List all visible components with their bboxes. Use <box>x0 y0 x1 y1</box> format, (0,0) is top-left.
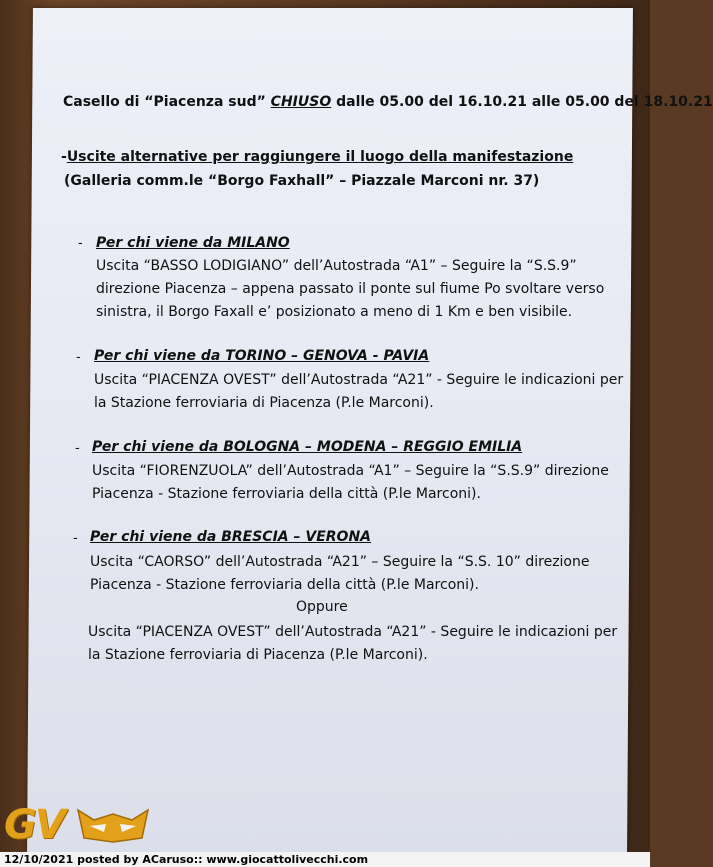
section-line: la Stazione ferroviaria di Piacenza (P.le Marconi). <box>88 647 428 663</box>
mask-icon <box>76 808 150 844</box>
section-line: la Stazione ferroviaria di Piacenza (P.le Marconi). <box>94 395 434 411</box>
subtitle <box>61 147 573 167</box>
bullet-dash: - <box>78 236 83 251</box>
site-logo <box>4 800 154 848</box>
venue-line: (Galleria comm.le “Borgo Faxhall” – Piazzale Marconi nr. 37) <box>64 173 540 189</box>
section-heading: Per chi viene da BRESCIA – VERONA <box>90 529 371 545</box>
section-heading: Per chi viene da MILANO <box>96 235 290 251</box>
section-line: Piacenza - Stazione ferroviaria della città (P.le Marconi). <box>92 486 481 502</box>
bullet-dash: - <box>76 350 81 365</box>
oppure-label: Oppure <box>296 599 348 615</box>
subtitle-text: Uscite alternative per raggiungere il luogo della manifestazione <box>66 149 574 165</box>
subtitle-dash: - <box>61 149 67 165</box>
section-heading: Per chi viene da BOLOGNA – MODENA – REGGIO EMILIA <box>92 439 523 455</box>
closed-word: CHIUSO <box>270 94 332 110</box>
section-line: direzione Piacenza – appena passato il ponte sul fiume Po svoltare verso <box>96 281 605 297</box>
logo-text: GV <box>4 802 64 848</box>
section-line: Uscita “CAORSO” dell’Autostrada “A21” – Seguire la “S.S. 10” direzione <box>90 554 590 570</box>
notice-title <box>63 92 713 112</box>
section-line: sinistra, il Borgo Faxall e’ posizionato a meno di 1 Km e ben visibile. <box>96 304 573 320</box>
title-part: Casello di “Piacenza sud” <box>63 94 271 110</box>
post-caption: 12/10/2021 posted by ACaruso:: www.giocattolivecchi.com <box>0 852 650 867</box>
section-line: Uscita “BASSO LODIGIANO” dell’Autostrada “A1” – Seguire la “S.S.9” <box>96 258 577 274</box>
section-line: Piacenza - Stazione ferroviaria della città (P.le Marconi). <box>90 577 479 593</box>
section-line: Uscita “PIACENZA OVEST” dell’Autostrada “A21” - Seguire le indicazioni per <box>94 372 624 388</box>
bullet-dash: - <box>73 531 78 546</box>
title-dates: dalle 05.00 del 16.10.21 alle 05.00 del 18.10.21 <box>331 94 713 110</box>
section-heading: Per chi viene da TORINO – GENOVA - PAVIA <box>94 348 430 364</box>
section-line: Uscita “FIORENZUOLA” dell’Autostrada “A1” – Seguire la “S.S.9” direzione <box>92 463 609 479</box>
section-line: Uscita “PIACENZA OVEST” dell’Autostrada “A21” - Seguire le indicazioni per <box>88 624 618 640</box>
bullet-dash: - <box>75 441 80 456</box>
